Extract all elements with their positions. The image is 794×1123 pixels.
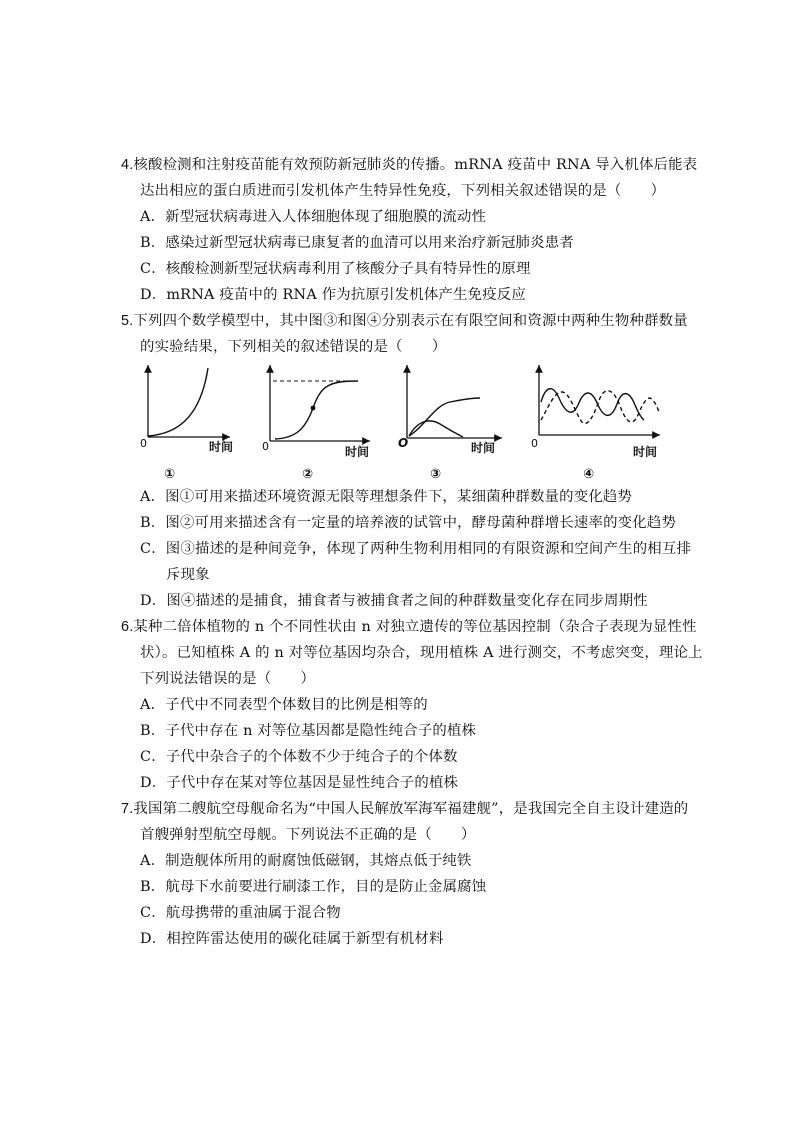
graph-1-label: ① [164,467,176,482]
graph-3-winner-curve [409,398,480,436]
q7-option-a[interactable]: A．制造舰体所用的耐腐蚀低磁钢，其熔点低于纯铁 [140,853,472,869]
q4-option-c[interactable]: C．核酸检测新型冠状病毒利用了核酸分子具有特异性的原理 [140,261,531,277]
q5-option-a[interactable]: A．图①可用来描述环境资源无限等理想条件下，某细菌种群数量的变化趋势 [140,489,633,505]
q5-option-c[interactable]: C．图③描述的是种间竞争，体现了两种生物利用相同的有限资源和空间产生的相互排 [140,541,692,557]
q6-option-a[interactable]: A．子代中不同表型个体数目的比例是相等的 [140,697,428,713]
q5-number: 5. [121,313,134,329]
graph-4-x-label: 时间 [633,445,658,459]
graph-3-label: ③ [430,467,442,482]
graph-1-origin: 0 [140,437,147,450]
q6-stem-1: 某种二倍体植物的 n 个不同性状由 n 对独立遗传的等位基因控制（杂合子表现为显性性 [133,619,697,635]
q5-stem-1: 下列四个数学模型中，其中图③和图④分别表示在有限空间和资源中两种生物种群数量 [133,313,688,329]
graph-2-x-label: 时间 [345,445,370,459]
q5-option-b[interactable]: B．图②可用来描述含有一定量的培养液的试管中，酵母菌种群增长速率的变化趋势 [140,515,677,531]
q6-stem-line-1 [121,617,697,637]
q6-option-b[interactable]: B．子代中存在 n 对等位基因都是隐性纯合子的植株 [140,723,477,739]
graph-4-predator-curve [541,391,659,424]
q4-stem-line-2: 达出相应的蛋白质进而引发机体产生特异性免疫，下列相关叙述错误的是（ ） [140,183,666,199]
q7-option-d[interactable]: D．相控阵雷达使用的碳化硅属于新型有机材料 [140,931,444,947]
graph-2-k-half-point [311,406,316,411]
graph-1-x-label: 时间 [209,440,234,454]
graph-2-label: ② [302,467,314,482]
q7-option-b[interactable]: B．航母下水前要进行刷漆工作，目的是防止金属腐蚀 [140,879,487,895]
q5-stem-line-1 [121,311,688,331]
q4-option-d[interactable]: D．mRNA 疫苗中的 RNA 作为抗原引发机体产生免疫反应 [140,287,526,303]
graph-1-j-curve [148,368,208,436]
graph-3 [398,365,502,482]
graph-4-label: ④ [583,467,595,482]
q6-option-c[interactable]: C．子代中杂合子的个体数不少于纯合子的个体数 [140,749,458,765]
q4-option-a[interactable]: A．新型冠状病毒进入人体细胞体现了细胞膜的流动性 [140,209,487,225]
q6-stem-line-3: 下列说法错误的是（ ） [140,671,316,687]
q4-number: 4. [121,157,134,173]
graph-3-origin: O [398,436,409,450]
graph-3-x-label: 时间 [471,441,496,455]
population-graphs-figure [130,360,670,485]
q6-stem-line-2: 状）。已知植株 A 的 n 对等位基因均杂合，现用植株 A 进行测交，不考虑突变，理论上 [140,645,703,661]
q6-option-d[interactable]: D．子代中存在某对等位基因是显性纯合子的植株 [140,775,459,791]
q7-option-c[interactable]: C．航母携带的重油属于混合物 [140,905,341,921]
q5-option-d[interactable]: D．图④描述的是捕食，捕食者与被捕食者之间的种群数量变化存在同步周期性 [140,593,648,609]
q4-stem-1: 核酸检测和注射疫苗能有效预防新冠肺炎的传播。mRNA 疫苗中 RNA 导入机体后能表 [133,157,698,173]
q7-stem-1: 我国第二艘航空母舰命名为“中国人民解放军海军福建舰”，是我国完全自主设计建造的 [133,801,689,817]
q5-stem-line-2: 的实验结果，下列相关的叙述错误的是（ ） [140,339,447,355]
graph-4-prey-curve [541,389,644,420]
graph-4-origin: 0 [531,437,538,450]
graph-1 [140,365,233,482]
graph-2-origin: 0 [262,440,269,453]
graph-4 [531,365,660,482]
q4-stem-line-1 [121,155,697,175]
q7-stem-line-1 [121,799,688,819]
q4-option-b[interactable]: B．感染过新型冠状病毒已康复者的血清可以用来治疗新冠肺炎患者 [140,235,574,251]
q6-number: 6. [121,619,134,635]
q7-number: 7. [121,801,134,817]
graph-2-s-curve [275,381,358,439]
q5-option-c-cont: 斥现象 [166,567,210,583]
q7-stem-line-2: 首艘弹射型航空母舰。下列说法不正确的是（ ） [140,827,476,843]
graph-2 [262,365,370,482]
